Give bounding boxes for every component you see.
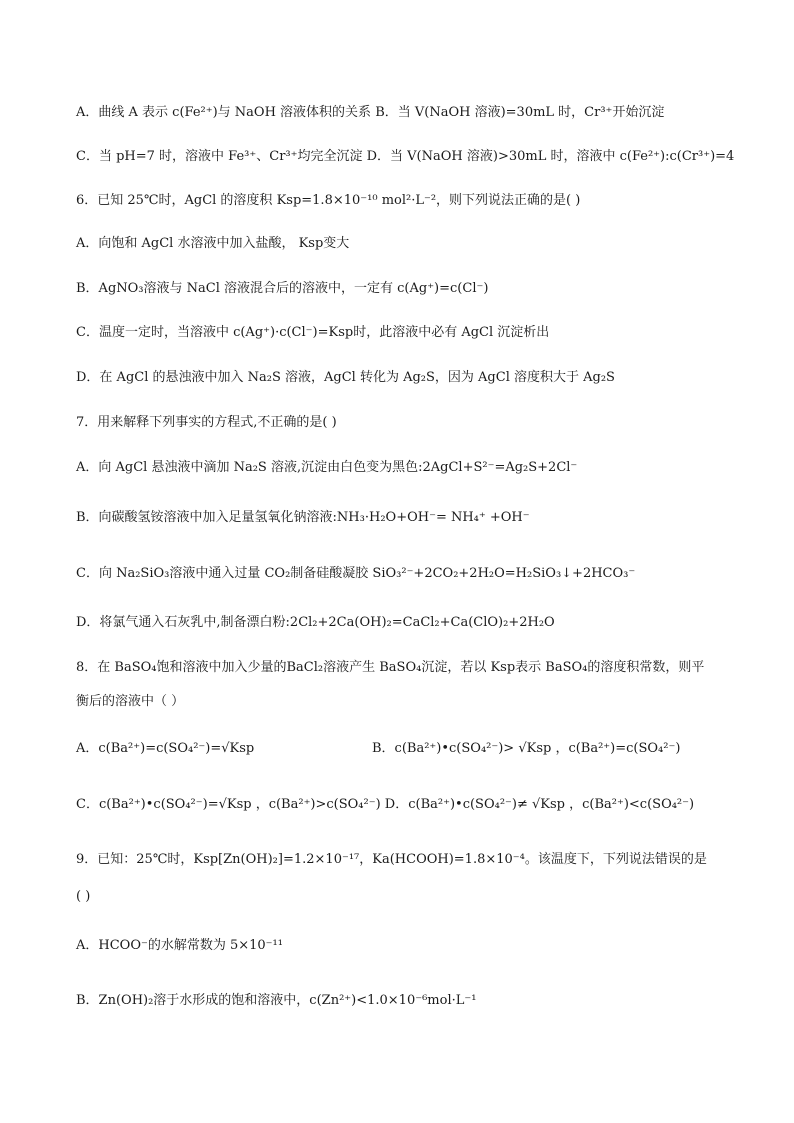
text-line: A．向 AgCl 悬浊液中滴加 Na₂S 溶液,沉淀由白色变为黑色:2AgCl+S²⁻=Ag₂S+2Cl⁻ — [76, 460, 578, 475]
q8-option-b: B．c(Ba²⁺)•c(SO₄²⁻)> √Ksp ，c(Ba²⁺)=c(SO₄²⁻) — [372, 741, 681, 756]
text-line: C．温度一定时，当溶液中 c(Ag⁺)·c(Cl⁻)=Ksp时，此溶液中必有 AgCl 沉淀析出 — [76, 325, 550, 340]
text-line: D．在 AgCl 的悬浊液中加入 Na₂S 溶液，AgCl 转化为 Ag₂S，因为 AgCl 溶度积大于 Ag₂S — [76, 370, 615, 385]
text-line: B．向碳酸氢铵溶液中加入足量氢氧化钠溶液:NH₃·H₂O+OH⁻= NH₄⁺ +OH⁻ — [76, 510, 530, 525]
text-line: 6．已知 25℃时，AgCl 的溶度积 Ksp=1.8×10⁻¹⁰ mol²·L⁻²，则下列说法正确的是( ) — [76, 193, 581, 208]
text-line: A．曲线 A 表示 c(Fe²⁺)与 NaOH 溶液体积的关系 B．当 V(NaOH 溶液)=30mL 时，Cr³⁺开始沉淀 — [76, 105, 665, 120]
text-line: C．c(Ba²⁺)•c(SO₄²⁻)=√Ksp ，c(Ba²⁺)>c(SO₄²⁻) D．c(Ba²⁺)•c(SO₄²⁻)≠ √Ksp ，c(Ba²⁺)<c(SO₄²⁻) — [76, 797, 695, 812]
text-line: ( ) — [76, 889, 91, 904]
text-line: D．将氯气通入石灰乳中,制备漂白粉:2Cl₂+2Ca(OH)₂=CaCl₂+Ca(ClO)₂+2H₂O — [76, 615, 555, 630]
text-line: B．Zn(OH)₂溶于水形成的饱和溶液中，c(Zn²⁺)<1.0×10⁻⁶mol·L⁻¹ — [76, 993, 477, 1008]
text-line: A．c(Ba²⁺)=c(SO₄²⁻)=√Ksp — [76, 741, 255, 756]
text-line: 衡后的溶液中（ ） — [76, 694, 185, 709]
text-line: C．当 pH=7 时，溶液中 Fe³⁺、Cr³⁺均完全沉淀 D．当 V(NaOH 溶液)>30mL 时，溶液中 c(Fe²⁺):c(Cr³⁺)=4 — [76, 149, 735, 164]
text-line: A．向饱和 AgCl 水溶液中加入盐酸， Ksp变大 — [76, 236, 350, 251]
text-line: 9．已知：25℃时，Ksp[Zn(OH)₂]=1.2×10⁻¹⁷，Ka(HCOOH)=1.8×10⁻⁴。该温度下，下列说法错误的是 — [76, 852, 707, 867]
text-line: A．HCOO⁻的水解常数为 5×10⁻¹¹ — [76, 938, 283, 953]
text-line: C．向 Na₂SiO₃溶液中通入过量 CO₂制备硅酸凝胶 SiO₃²⁻+2CO₂+2H₂O=H₂SiO₃↓+2HCO₃⁻ — [76, 566, 636, 581]
text-line: 8．在 BaSO₄饱和溶液中加入少量的BaCl₂溶液产生 BaSO₄沉淀，若以 Ksp表示 BaSO₄的溶度积常数，则平 — [76, 660, 705, 675]
text-line: 7．用来解释下列事实的方程式,不正确的是( ) — [76, 415, 337, 430]
text-line: B．AgNO₃溶液与 NaCl 溶液混合后的溶液中，一定有 c(Ag⁺)=c(Cl⁻) — [76, 281, 489, 296]
